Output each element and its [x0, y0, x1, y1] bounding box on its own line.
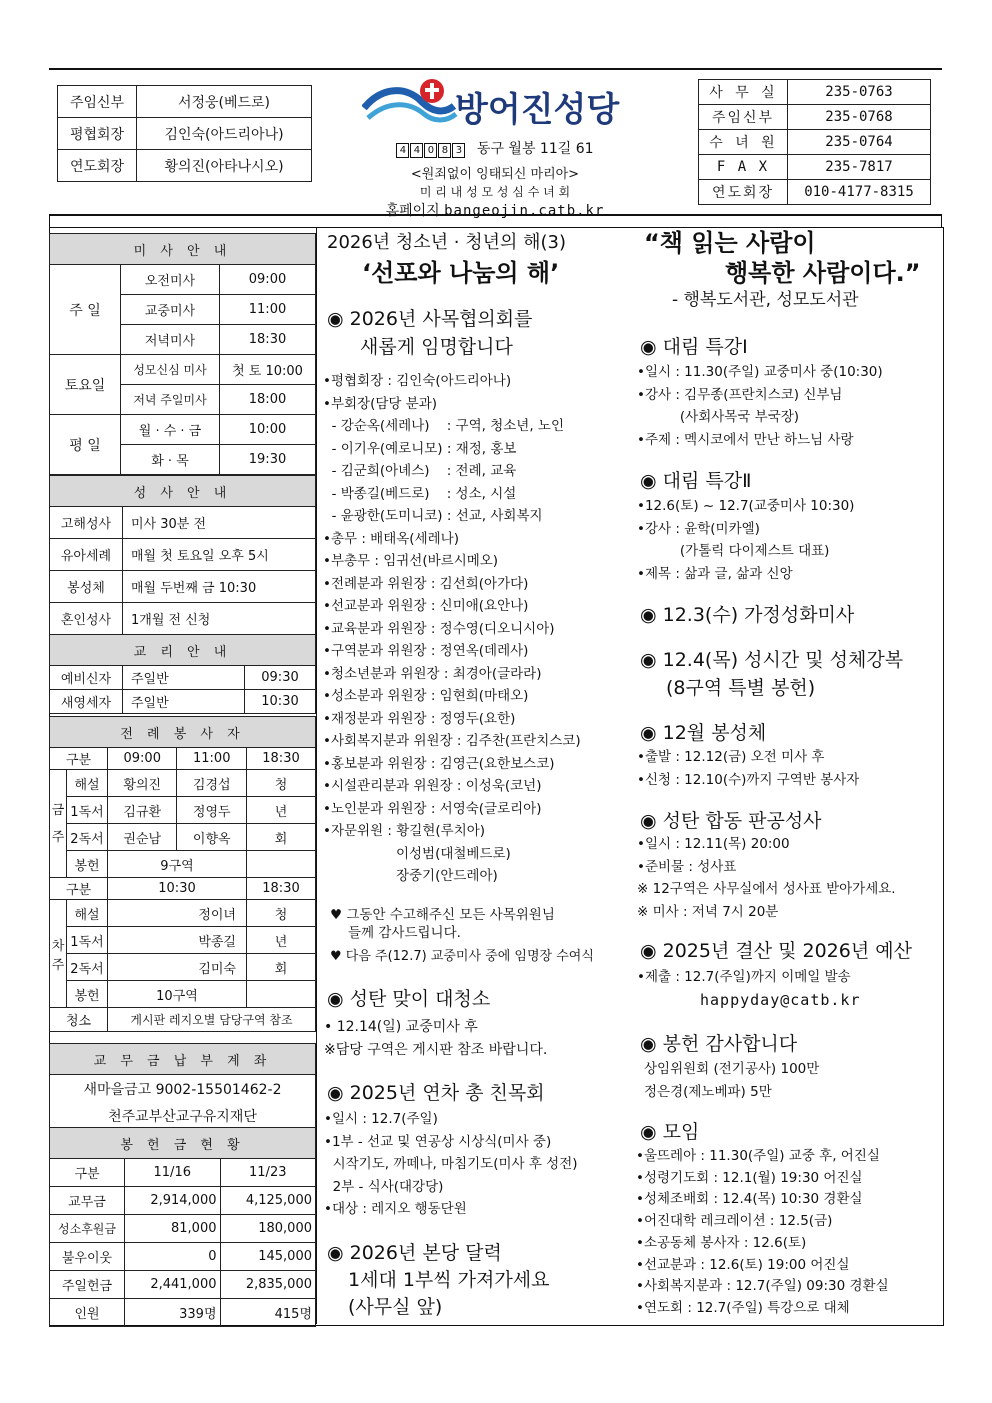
clean-value: 게시판 레지오별 담당구역 참조 [108, 1008, 316, 1032]
year-theme: 2026년 청소년 · 청년의 해(3) [327, 232, 567, 253]
list-item: •대상 : 레지오 행동단원 [324, 1201, 467, 1217]
this-week-label: 금주 [50, 770, 67, 878]
sacrament-key: 봉성체 [50, 571, 123, 603]
liturgy-head: 구분 [50, 878, 108, 900]
calendar-title: ◉ 2026년 본당 달력 [327, 1242, 502, 1264]
offer-group: 9구역 [108, 851, 247, 878]
offering-table [49, 1127, 316, 1327]
sacrament-key: 고해성사 [50, 507, 123, 539]
mass-time: 18:30 [220, 325, 316, 355]
mass-time: 18:00 [220, 385, 316, 415]
budget-title: ◉ 2025년 결산 및 2026년 예산 [640, 940, 912, 962]
list-item: •울뜨레아 : 11.30(주일) 교중 후, 어진실 [636, 1148, 880, 1164]
list-item: ※ 12구역은 사무실에서 성사표 받아가세요. [637, 881, 896, 897]
holy-hour-subtitle: (8구역 특별 봉헌) [666, 677, 816, 699]
advent-lecture-2-list [637, 495, 854, 585]
list-item: •자문위원 : 황길현(루치아) [323, 823, 486, 839]
server: 이향옥 [177, 824, 247, 851]
role: 1독서 [67, 927, 108, 954]
appointment-notice: ♥ 다음 주(12.7) 교중미사 중에 임명장 수여식 [330, 949, 594, 964]
list-item: •사회복지분과 : 12.7(주일) 09:30 경환실 [636, 1278, 889, 1295]
list-item: •선교분과 : 12.6(토) 19:00 어진실 [636, 1256, 850, 1273]
council-title-2: 새롭게 임명합니다 [360, 336, 513, 358]
offering-value: 145,000 [220, 1243, 316, 1271]
postcode-digit: 4 [410, 143, 423, 158]
council-title-1: ◉ 2026년 사목협의회를 [327, 308, 533, 330]
server: 정영두 [177, 797, 247, 824]
mass-table [49, 233, 316, 475]
liturgy-head: 구분 [50, 748, 108, 770]
hdr-left-value: 서정웅(베드로) [137, 86, 312, 118]
hdr-left-key: 연도회장 [58, 150, 137, 182]
column-divider [316, 227, 317, 1324]
mass-name: 오전미사 [121, 265, 220, 295]
hdr-left-value: 황의진(아타나시오) [137, 150, 312, 182]
homepage-label: 홈페이지 [385, 203, 440, 219]
list-item: - 윤광한(도미니코) : 선교, 사회복지 [323, 508, 543, 524]
year-slogan: ‘선포와 나눔의 해’ [362, 259, 560, 287]
thanks-offering-list [644, 1058, 819, 1103]
offering-value: 81,000 [125, 1215, 221, 1243]
cleaning-title: ◉ 성탄 맞이 대청소 [327, 988, 491, 1010]
calendar-line-2: (사무실 앞) [348, 1296, 443, 1318]
church-address [325, 138, 665, 158]
next-week-label: 차주 [50, 900, 67, 1008]
party-list [324, 1108, 578, 1221]
doctrine-key: 새영세자 [50, 690, 123, 714]
mass-title: 미 사 안 내 [50, 234, 316, 265]
empty-cell [247, 851, 316, 878]
sacrament-key: 유아세례 [50, 539, 123, 571]
advent-lecture-1-title: ◉ 대림 특강Ⅰ [640, 336, 748, 358]
role: 해설 [67, 900, 108, 927]
homepage-line [325, 200, 665, 220]
account-holder: 천주교부산교구유지재단 [50, 1103, 316, 1130]
list-item: - 강순옥(세레나) : 구역, 청소년, 노인 [323, 418, 564, 434]
cleaning-line-2: ※담당 구역은 게시판 참조 바랍니다. [324, 1042, 548, 1058]
server: 회 [247, 824, 316, 851]
server: 김규환 [108, 797, 177, 824]
church-motto: <원죄없이 잉태되신 마리아> [410, 167, 580, 182]
contact-value: 235-0764 [788, 130, 931, 155]
list-item: 이성범(대철베드로) [323, 845, 511, 862]
mass-name: 교중미사 [121, 295, 220, 325]
contact-key: 주임신부 [699, 105, 788, 130]
list-item: •성소분과 위원장 : 임현희(마태오) [323, 688, 529, 704]
hdr-left-key: 주임신부 [58, 86, 137, 118]
party-title: ◉ 2025년 연차 총 친목회 [327, 1082, 545, 1104]
sacrament-value: 매월 두번째 금 10:30 [123, 571, 316, 603]
contact-key: 연도회장 [699, 180, 788, 205]
server: 회 [247, 954, 316, 981]
contact-key: 수 녀 원 [699, 130, 788, 155]
budget-email[interactable]: happyday@catb.kr [700, 991, 861, 1009]
offering-value: 4,125,000 [220, 1187, 316, 1215]
hdr-left-value: 김인숙(아드리아나) [137, 118, 312, 150]
mass-time: 10:00 [220, 415, 316, 445]
role: 1독서 [67, 797, 108, 824]
account-title: 교 무 금 납 부 계 좌 [50, 1044, 316, 1075]
offering-value: 180,000 [220, 1215, 316, 1243]
list-item: •1부 - 선교 및 연공상 시상식(미사 중) [324, 1133, 552, 1150]
cleaning-line-1: • 12.14(일) 교중미사 후 [324, 1019, 478, 1035]
list-item: •전례분과 위원장 : 김선희(아가다) [323, 575, 529, 592]
advent-lecture-1-list [637, 361, 883, 451]
list-item: •교육분과 위원장 : 정수영(디오니시아) [323, 620, 555, 637]
list-item: - 김군희(아녜스) : 전례, 교육 [323, 463, 517, 479]
server: 권순남 [108, 824, 177, 851]
postcode-digit: 0 [424, 143, 437, 158]
header-left-table [57, 85, 312, 182]
server: 황의진 [108, 770, 177, 797]
confession-title: ◉ 성탄 합동 판공성사 [640, 810, 822, 832]
budget-line: •제출 : 12.7(주일)까지 이메일 발송 [637, 969, 851, 985]
list-item: 정은경(제노베파) 5만 [644, 1083, 772, 1100]
mass-time: 11:00 [220, 295, 316, 325]
meetings-title: ◉ 모임 [640, 1121, 700, 1143]
quote-source: - 행복도서관, 성모도서관 [672, 290, 859, 310]
list-item: •일시 : 11.30(주일) 교중미사 중(10:30) [637, 364, 883, 380]
list-item: •노인분과 위원장 : 서영숙(글로리아) [323, 800, 542, 817]
sacrament-key: 혼인성사 [50, 603, 123, 635]
list-item: •출발 : 12.12(금) 오전 미사 후 [637, 749, 825, 765]
list-item: •강사 : 김무종(프란치스코) 신부님 [637, 386, 843, 403]
mass-name: 화 · 목 [121, 445, 220, 475]
role: 봉헌 [67, 981, 108, 1008]
thanks-line-1: ♥ 그동안 수고해주신 모든 사목위원님 [330, 907, 555, 923]
header-right-table [698, 79, 931, 205]
church-title: 방어진성당 [455, 90, 620, 130]
council-list [323, 370, 581, 888]
sacrament-title: 성 사 안 내 [50, 476, 316, 507]
communion-title: ◉ 12월 봉성체 [640, 722, 767, 744]
offering-key: 인원 [50, 1299, 125, 1327]
hdr-left-key: 평협회장 [58, 118, 137, 150]
contact-value: 235-0768 [788, 105, 931, 130]
holy-hour-title: ◉ 12.4(목) 성시간 및 성체강복 [640, 649, 904, 671]
list-item: •사회복지분과 위원장 : 김주찬(프란치스코) [323, 733, 581, 749]
role: 2독서 [67, 954, 108, 981]
list-item: 상임위원회 (전기공사) 100만 [644, 1061, 820, 1077]
offering-title: 봉 헌 금 현 황 [50, 1128, 316, 1159]
list-item: •선교분과 위원장 : 신미애(요안나) [323, 598, 529, 614]
header-right-edge [941, 214, 942, 227]
offering-key: 불우이웃 [50, 1243, 125, 1271]
server: 김미숙 [108, 954, 247, 981]
empty-cell [247, 981, 316, 1008]
offering-value: 2,441,000 [125, 1271, 221, 1299]
contact-key: F A X [699, 155, 788, 180]
list-item: •평협회장 : 김인숙(아드리아나) [323, 373, 512, 389]
account-bank: 새마을금고 9002-15501462-2 [50, 1075, 316, 1104]
mass-time: 첫 토 10:00 [220, 355, 316, 385]
account-table [49, 1043, 316, 1130]
offering-value: 2,914,000 [125, 1187, 221, 1215]
list-item: •12.6(토) ~ 12.7(교중미사 10:30) [637, 498, 855, 514]
server: 년 [247, 927, 316, 954]
list-item: •시설관리분과 위원장 : 이성욱(코넌) [323, 778, 542, 794]
role: 봉헌 [67, 851, 108, 878]
advent-lecture-2-title: ◉ 대림 특강Ⅱ [640, 470, 752, 492]
address-text: 동구 월봉 11길 61 [476, 141, 594, 157]
offer-group: 10구역 [108, 981, 247, 1008]
list-item: •어진대학 레크레이션 : 12.5(금) [636, 1213, 833, 1230]
weekday-label: 평 일 [50, 415, 121, 475]
doctrine-table [49, 634, 316, 714]
sacrament-value: 매월 첫 토요일 오후 5시 [123, 539, 316, 571]
religious-order: 미 리 내 성 모 성 심 수 녀 회 [419, 185, 571, 199]
server: 청 [247, 900, 316, 927]
liturgy-title: 전 례 봉 사 자 [50, 717, 316, 748]
offering-key: 교무금 [50, 1187, 125, 1215]
list-item: •준비물 : 성사표 [637, 858, 737, 875]
list-item: •구역분과 위원장 : 정연옥(데레사) [323, 643, 529, 659]
list-item: 장중기(안드레아) [323, 868, 498, 884]
offering-value: 339명 [125, 1299, 221, 1327]
mass-name: 저녁미사 [121, 325, 220, 355]
doctrine-key: 예비신자 [50, 666, 123, 690]
server: 정이녀 [108, 900, 247, 927]
list-item: •홍보분과 위원장 : 김영근(요한보스코) [323, 755, 555, 772]
liturgy-head: 18:30 [247, 878, 316, 900]
list-item: •연도회 : 12.7(주일) 특강으로 대체 [636, 1299, 850, 1316]
doctrine-class: 주일반 [123, 690, 245, 714]
header-left-edge [49, 214, 50, 227]
contact-value: 235-0763 [788, 80, 931, 105]
list-item: •일시 : 12.7(주일) [324, 1111, 438, 1127]
offering-head: 구분 [50, 1159, 125, 1187]
postcode-digit: 3 [452, 143, 465, 158]
liturgy-head: 11:00 [177, 748, 247, 770]
postcode-digit: 4 [396, 143, 409, 158]
thanks-offering-title: ◉ 봉헌 감사합니다 [640, 1033, 798, 1055]
list-item: •총무 : 배태옥(세레나) [323, 530, 459, 547]
mass-name: 저녁 주일미사 [121, 385, 220, 415]
offering-value: 0 [125, 1243, 221, 1271]
list-item: (가톨릭 다이제스트 대표) [637, 543, 830, 559]
saturday-label: 토요일 [50, 355, 121, 415]
quote-line-1: “책 읽는 사람이 [644, 229, 816, 257]
calendar-line-1: 1세대 1부씩 가져가세요 [348, 1269, 550, 1291]
list-item: - 박종길(베드로) : 성소, 시설 [323, 485, 517, 502]
list-item: 시작기도, 까떼나, 마침기도(미사 후 성전) [324, 1156, 578, 1172]
offering-value: 415명 [220, 1299, 316, 1327]
list-item: •제목 : 삶과 글, 삶과 신앙 [637, 565, 793, 582]
contact-value: 235-7817 [788, 155, 931, 180]
doctrine-time: 10:30 [245, 690, 316, 714]
mass-time: 19:30 [220, 445, 316, 475]
family-mass-title: ◉ 12.3(수) 가정성화미사 [640, 604, 855, 626]
list-item: ※ 미사 : 저녁 7시 20분 [637, 903, 779, 920]
liturgy-head: 10:30 [108, 878, 247, 900]
clean-label: 청소 [50, 1008, 108, 1032]
liturgy-head: 18:30 [247, 748, 316, 770]
list-item: •주제 : 멕시코에서 만난 하느님 사랑 [637, 431, 854, 448]
list-item: •청소년분과 위원장 : 최경아(글라라) [323, 665, 542, 682]
sacrament-value: 1개월 전 신청 [123, 603, 316, 635]
list-item: (사회사목국 부국장) [637, 409, 800, 425]
offering-key: 성소후원금 [50, 1215, 125, 1243]
list-item: •일시 : 12.11(목) 20:00 [637, 836, 790, 852]
contact-key: 사 무 실 [699, 80, 788, 105]
offering-value: 2,835,000 [220, 1271, 316, 1299]
confession-list [637, 833, 896, 923]
sacrament-table [49, 475, 316, 635]
homepage-url[interactable]: bangeojin.catb.kr [444, 203, 605, 219]
mass-time: 09:00 [220, 265, 316, 295]
offering-head: 11/16 [125, 1159, 221, 1187]
list-item: •성령기도회 : 12.1(월) 19:30 어진실 [636, 1169, 863, 1186]
list-item: •재정분과 위원장 : 정영두(요한) [323, 710, 516, 727]
server: 청 [247, 770, 316, 797]
doctrine-title: 교 리 안 내 [50, 635, 316, 666]
liturgy-head: 09:00 [108, 748, 177, 770]
quote-line-2: 행복한 사람이다.” [725, 259, 921, 287]
meetings-list [636, 1146, 889, 1320]
contact-value: 010-4177-8315 [788, 180, 931, 205]
list-item: 2부 - 식사(대강당) [324, 1178, 444, 1195]
thanks-line-2: 들께 감사드립니다. [348, 925, 461, 941]
list-item: •부총무 : 임귀선(바르시메오) [323, 553, 499, 569]
communion-list [637, 746, 859, 791]
server: 김경섭 [177, 770, 247, 797]
role: 2독서 [67, 824, 108, 851]
postcode-digit: 8 [438, 143, 451, 158]
list-item: - 이기우(예로니모) : 재정, 홍보 [323, 440, 517, 457]
list-item: •소공동체 봉사자 : 12.6(토) [636, 1234, 807, 1251]
top-rule [49, 68, 942, 70]
role: 해설 [67, 770, 108, 797]
header-bottom-rule [49, 214, 942, 216]
list-item: •부회장(담당 분과) [323, 395, 438, 412]
server: 년 [247, 797, 316, 824]
server: 박종길 [108, 927, 247, 954]
offering-key: 주일헌금 [50, 1271, 125, 1299]
sacrament-value: 미사 30분 전 [123, 507, 316, 539]
list-item: •성체조배회 : 12.4(목) 10:30 경환실 [636, 1191, 863, 1208]
mass-name: 성모신심 미사 [121, 355, 220, 385]
offering-head: 11/23 [220, 1159, 316, 1187]
liturgy-table [49, 716, 316, 1032]
mass-name: 월 · 수 · 금 [121, 415, 220, 445]
list-item: •신청 : 12.10(수)까지 구역반 봉사자 [637, 771, 860, 788]
list-item: •강사 : 윤학(미카엘) [637, 520, 760, 537]
sunday-label: 주 일 [50, 265, 121, 355]
doctrine-time: 09:30 [245, 666, 316, 690]
doctrine-class: 주일반 [123, 666, 245, 690]
